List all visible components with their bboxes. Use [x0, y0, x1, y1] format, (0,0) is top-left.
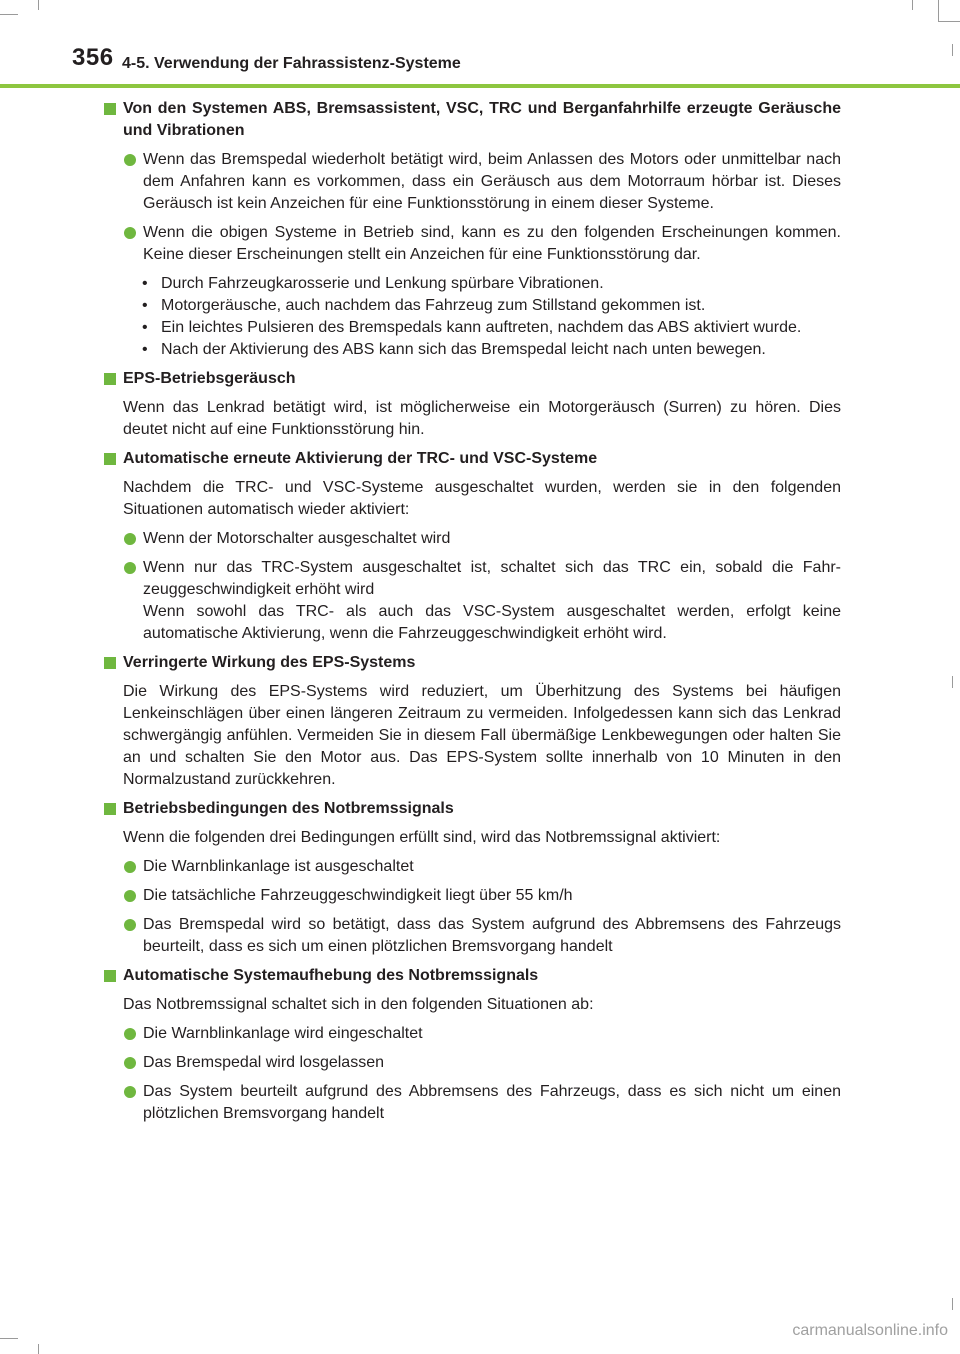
paragraph: Die Wirkung des EPS-Systems wird reduziert, um Überhitzung des Systems bei häufigen Lenkeinschlägen über einen längeren Zeitraum zu vermeiden. Infolgedessen kann sich das Lenkrad schwergängig anfühlen. Vermeiden Sie in diesem Fall übermäßige Lenkbewegungen oder halten Sie an und schalten Sie den Motor aus. Das EPS-System sollte innerhalb von 10 Minuten in den Normalzustand zurückkehren.: [123, 683, 841, 788]
circle-bullet-icon: [124, 154, 136, 166]
circle-bullet-icon: [124, 1086, 136, 1098]
paragraph: Nachdem die TRC- und VSC-Systeme ausgeschaltet wurden, werden sie in den folgenden Situationen automatisch wieder aktiviert:: [123, 479, 841, 518]
list-item: Wenn der Motorschalter ausgeschaltet wird: [104, 528, 841, 550]
list-item: Das System beurteilt aufgrund des Abbremsens des Fahrzeugs, dass es sich nicht um einen plötzlichen Bremsvorgang handelt: [104, 1081, 841, 1125]
list-item: Die tatsächliche Fahrzeuggeschwindigkeit liegt über 55 km/h: [104, 885, 841, 907]
circle-bullet-icon: [124, 1057, 136, 1069]
circle-bullet-icon: [124, 861, 136, 873]
page-number: 356: [72, 44, 114, 71]
paragraph: Das Notbremssignal schaltet sich in den folgenden Situationen ab:: [123, 996, 594, 1013]
section-heading: Automatische erneute Aktivierung der TRC- und VSC-Systeme: [104, 448, 841, 470]
circle-bullet-icon: [124, 919, 136, 931]
crop-mark: [38, 1344, 39, 1354]
sub-list-item: • Durch Fahrzeugkarosserie und Lenkung spürbare Vibrationen.: [142, 275, 604, 292]
paragraph: Wenn das Lenkrad betätigt wird, ist möglicherweise ein Motorgeräusch (Surren) zu hören. Dies deutet nicht auf eine Funktionsstörung hin.: [123, 399, 841, 438]
section-heading: Automatische Systemaufhebung des Notbremssignals: [104, 965, 841, 987]
page-content: [104, 98, 841, 1132]
list-item: Das Bremspedal wird losgelassen: [104, 1052, 841, 1074]
square-bullet-icon: [104, 453, 116, 465]
square-bullet-icon: [104, 103, 116, 115]
list-item: Wenn die obigen Systeme in Betrieb sind, kann es zu den folgenden Erscheinungen kommen. Keine dieser Erscheinungen stellt ein Anzeichen für eine Funktionsstörung dar.: [104, 222, 841, 266]
circle-bullet-icon: [124, 562, 136, 574]
list-item: Wenn das Bremspedal wiederholt betätigt wird, beim Anlassen des Motors oder unmittelbar nach dem Anfahren kann es vorkommen, dass ein Geräusch aus dem Motorraum hörbar ist. Dieses Geräusch ist kein Anzeichen für eine Funktionsstörung in einem dieser Systeme.: [104, 149, 841, 215]
sub-list-item: • Motorgeräusche, auch nachdem das Fahrzeug zum Stillstand gekommen ist.: [142, 297, 706, 314]
circle-bullet-icon: [124, 227, 136, 239]
circle-bullet-icon: [124, 1028, 136, 1040]
crop-mark: [952, 676, 953, 688]
header-rule: [0, 84, 960, 88]
sub-list: [104, 273, 841, 361]
section-heading: Verringerte Wirkung des EPS-Systems: [104, 652, 841, 674]
sub-list-item: • Ein leichtes Pulsieren des Bremspedals kann auftreten, nachdem das ABS aktiviert wurde.: [142, 319, 802, 336]
square-bullet-icon: [104, 373, 116, 385]
circle-bullet-icon: [124, 533, 136, 545]
section-title: 4-5. Verwendung der Fahrassistenz-Systeme: [122, 55, 461, 72]
list-item: Die Warnblinkanlage ist ausgeschaltet: [104, 856, 841, 878]
crop-mark: [0, 1338, 18, 1339]
square-bullet-icon: [104, 657, 116, 669]
list-item: Das Bremspedal wird so betätigt, dass das System aufgrund des Abbremsens des Fahrzeugs beurteilt, dass es sich um einen plötzlichen Bremsvorgang handelt: [104, 914, 841, 958]
list-item: Die Warnblinkanlage wird eingeschaltet: [104, 1023, 841, 1045]
watermark: carmanualsonline.info: [792, 1322, 948, 1339]
paragraph: Wenn die folgenden drei Bedingungen erfüllt sind, wird das Notbremssignal aktiviert:: [123, 829, 721, 846]
circle-bullet-icon: [124, 890, 136, 902]
square-bullet-icon: [104, 803, 116, 815]
section-heading: EPS-Betriebsgeräusch: [104, 368, 841, 390]
section-heading: Betriebsbedingungen des Notbremssignals: [104, 798, 841, 820]
list-item-continuation: Wenn sowohl das TRC- als auch das VSC-System ausgeschaltet werden, erfolgt keine automatische Aktivierung, wenn die Fahrzeuggeschwindigkeit erhöht wird.: [143, 603, 841, 642]
sub-list-item: • Nach der Aktivierung des ABS kann sich das Bremspedal leicht nach unten bewegen.: [142, 341, 766, 358]
list-item: Wenn nur das TRC-System ausgeschaltet ist, schaltet sich das TRC ein, sobald die Fahrzeuggeschwindigkeit erhöht wird: [104, 557, 841, 601]
section-heading: Von den Systemen ABS, Bremsassistent, VSC, TRC und Berganfahrhilfe erzeugte Geräusche und Vibrationen: [104, 98, 841, 142]
square-bullet-icon: [104, 970, 116, 982]
crop-mark: [952, 1298, 953, 1310]
page-header: [0, 0, 960, 92]
